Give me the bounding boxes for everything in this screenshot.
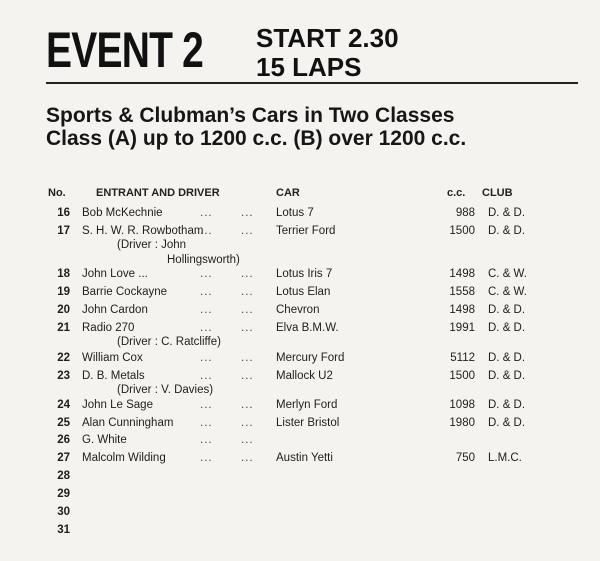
engine-cc: 988	[455, 207, 475, 219]
entrant-name: D. B. Metals	[82, 370, 145, 382]
entry-number: 21	[57, 322, 70, 334]
leader-dots: ...	[200, 370, 213, 382]
leader-dots: ...	[241, 352, 254, 364]
club-name: D. & D.	[488, 225, 526, 237]
leader-dots: ...	[200, 304, 213, 316]
entrant-name: Malcolm Wilding	[82, 452, 166, 464]
leader-dots: ...	[200, 322, 213, 334]
leader-dots: ...	[241, 322, 254, 334]
entry-row	[0, 268, 600, 284]
entry-row	[0, 488, 600, 504]
club-name: D. & D.	[488, 352, 526, 364]
club-name: D. & D.	[488, 417, 526, 429]
engine-cc: 1991	[449, 322, 475, 334]
leader-dots: ...	[241, 399, 254, 411]
car-name: Lotus Iris 7	[276, 268, 333, 280]
entry-row	[0, 225, 600, 241]
entrant-name: Bob McKechnie	[82, 207, 163, 219]
entry-number: 30	[57, 506, 70, 518]
race-description-line2: Class (A) up to 1200 c.c. (B) over 1200 c.c.	[46, 127, 467, 150]
entry-row	[0, 322, 600, 338]
race-description-line1: Sports & Clubman’s Cars in Two Classes	[46, 104, 455, 127]
leader-dots: ...	[200, 225, 213, 237]
car-name: Chevron	[276, 304, 320, 316]
entrant-name: John Le Sage	[82, 399, 153, 411]
entry-row	[0, 352, 600, 368]
entry-number: 22	[57, 352, 70, 364]
entrant-name: Alan Cunningham	[82, 417, 174, 429]
entry-row	[0, 207, 600, 223]
entry-number: 28	[57, 470, 70, 482]
car-name: Lister Bristol	[276, 417, 340, 429]
entry-row	[0, 524, 600, 540]
lap-count: 15 LAPS	[256, 52, 362, 82]
start-time: START 2.30	[256, 23, 399, 53]
car-name: Mallock U2	[276, 370, 333, 382]
entry-number: 18	[57, 268, 70, 280]
leader-dots: ...	[241, 417, 254, 429]
car-name: Austin Yetti	[276, 452, 333, 464]
entry-number: 24	[57, 399, 70, 411]
leader-dots: ...	[241, 304, 254, 316]
entrant-name: John Love ...	[82, 268, 148, 280]
entrant-name: Barrie Cockayne	[82, 286, 168, 298]
col-header-car: CAR	[276, 187, 300, 199]
entry-row	[0, 470, 600, 486]
leader-dots: ...	[200, 268, 213, 280]
club-name: C. & W.	[488, 286, 527, 298]
leader-dots: ...	[241, 370, 254, 382]
entry-number: 27	[57, 452, 70, 464]
entrant-name: Radio 270	[82, 322, 135, 334]
leader-dots: ...	[200, 286, 213, 298]
entry-row	[0, 304, 600, 320]
entry-number: 29	[57, 488, 70, 500]
driver-note: (Driver : V. Davies)	[117, 384, 214, 396]
car-name: Elva B.M.W.	[276, 322, 339, 334]
entrant-name: G. White	[82, 434, 127, 446]
entry-row	[0, 434, 600, 450]
club-name: D. & D.	[488, 304, 526, 316]
leader-dots: ...	[200, 434, 213, 446]
car-name: Lotus Elan	[276, 286, 331, 298]
leader-dots: ...	[241, 286, 254, 298]
engine-cc: 1500	[449, 370, 475, 382]
leader-dots: ...	[200, 207, 213, 219]
leader-dots: ...	[241, 207, 254, 219]
car-name: Terrier Ford	[276, 225, 336, 237]
entry-number: 20	[57, 304, 70, 316]
col-header-entrant: ENTRANT AND DRIVER	[96, 187, 220, 199]
engine-cc: 750	[455, 452, 475, 464]
engine-cc: 1498	[449, 304, 475, 316]
club-name: C. & W.	[488, 268, 527, 280]
event-title: EVENT 2	[46, 22, 204, 78]
engine-cc: 1980	[449, 417, 475, 429]
engine-cc: 1498	[449, 268, 475, 280]
club-name: D. & D.	[488, 399, 526, 411]
engine-cc: 5112	[450, 352, 475, 364]
car-name: Mercury Ford	[276, 352, 345, 364]
entry-number: 17	[57, 225, 70, 237]
entrant-name: S. H. W. R. Rowbotham	[82, 225, 204, 237]
col-header-cc: c.c.	[447, 187, 466, 199]
entry-number: 26	[57, 434, 70, 446]
leader-dots: ...	[241, 452, 254, 464]
entry-row	[0, 370, 600, 386]
leader-dots: ...	[200, 417, 213, 429]
entry-number: 23	[57, 370, 70, 382]
engine-cc: 1558	[449, 286, 475, 298]
club-name: D. & D.	[488, 370, 526, 382]
entry-number: 31	[57, 524, 70, 536]
engine-cc: 1500	[449, 225, 475, 237]
driver-note: (Driver : C. Ratcliffe)	[117, 336, 221, 348]
leader-dots: ...	[200, 452, 213, 464]
entry-row	[0, 452, 600, 468]
leader-dots: ...	[241, 268, 254, 280]
club-name: D. & D.	[488, 322, 526, 334]
leader-dots: ...	[200, 399, 213, 411]
entry-number: 19	[57, 286, 70, 298]
entrant-name: William Cox	[82, 352, 143, 364]
leader-dots: ...	[200, 352, 213, 364]
club-name: D. & D.	[488, 207, 526, 219]
entry-row	[0, 286, 600, 302]
driver-note: Hollingsworth)	[167, 254, 240, 266]
col-header-no: No.	[48, 187, 66, 199]
leader-dots: ...	[241, 225, 254, 237]
entry-row	[0, 417, 600, 433]
col-header-club: CLUB	[482, 187, 513, 199]
entry-number: 16	[57, 207, 70, 219]
header-rule	[46, 82, 578, 84]
car-name: Lotus 7	[276, 207, 314, 219]
driver-note: (Driver : John	[117, 239, 187, 251]
engine-cc: 1098	[449, 399, 475, 411]
entry-row	[0, 506, 600, 522]
car-name: Merlyn Ford	[276, 399, 338, 411]
club-name: L.M.C.	[488, 452, 522, 464]
entry-row	[0, 399, 600, 415]
entrant-name: John Cardon	[82, 304, 148, 316]
leader-dots: ...	[241, 434, 254, 446]
entry-number: 25	[57, 417, 70, 429]
